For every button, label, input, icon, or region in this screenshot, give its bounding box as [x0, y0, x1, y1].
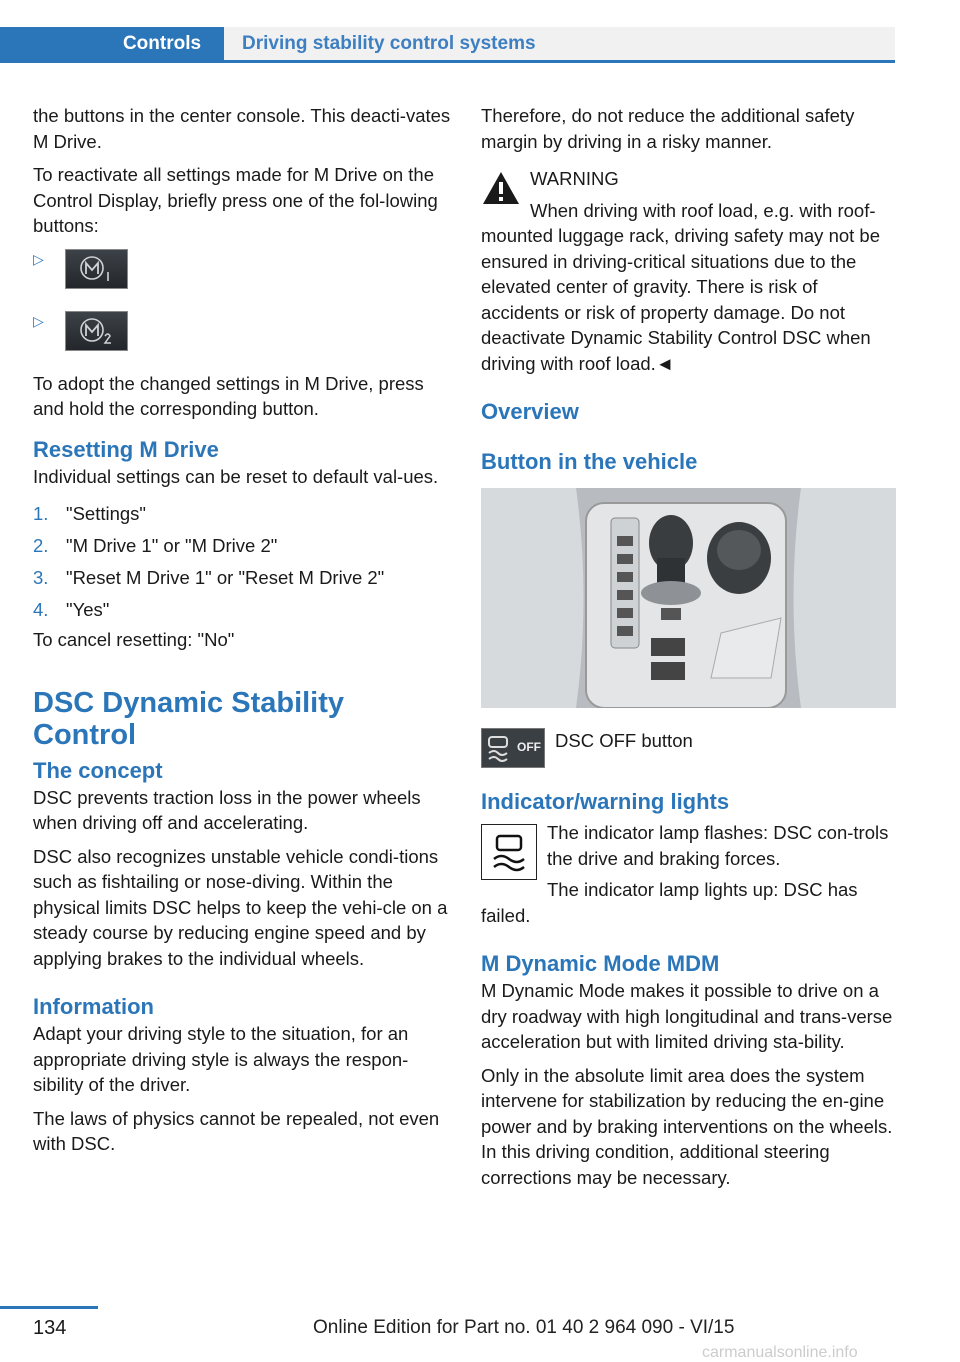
page-header [0, 27, 895, 60]
dsc-off-icon-text: OFF [517, 740, 541, 755]
paragraph: The indicator lamp lights up: DSC has failed. [481, 879, 858, 926]
heading-indicator: Indicator/warning lights [481, 789, 730, 814]
paragraph: DSC also recognizes unstable vehicle condi-tions such as fishtailing or nose-diving. Within the physical limits DSC helps to keep the vehi-cle on a steady course by reducing engine speed and by applying brakes to the individual wheels. [33, 845, 448, 969]
heading-button-in-vehicle: Button in the vehicle [481, 449, 698, 474]
paragraph: To cancel resetting: "No" [33, 629, 235, 650]
watermark: carmanualsonline.info [702, 1344, 858, 1361]
heading-resetting: Resetting M Drive [33, 436, 219, 462]
indicator-block [481, 820, 897, 928]
heading-information: Information [33, 994, 154, 1019]
steps-list [33, 501, 451, 627]
footer-rule [0, 1306, 98, 1309]
section-label: Controls [0, 27, 224, 60]
paragraph: The indicator lamp flashes: DSC con-trols the drive and braking forces. [547, 822, 889, 869]
heading-overview: Overview [481, 399, 579, 424]
heading-mdm: M Dynamic Mode MDM [481, 951, 720, 976]
heading-dsc: DSC Dynamic Stability Control [33, 686, 345, 751]
left-column [33, 103, 451, 1165]
list-item-m1 [33, 247, 451, 309]
m1-button-icon [65, 249, 128, 289]
right-column [481, 103, 897, 1198]
list-item: 4. "Yes" [33, 599, 110, 620]
m2-button-icon [65, 311, 128, 351]
paragraph: DSC prevents traction loss in the power wheels when driving off and accelerating. [33, 786, 421, 833]
dsc-indicator-lamp-icon [481, 824, 537, 880]
warning-block [481, 166, 897, 376]
paragraph: To adopt the changed settings in M Drive, press and hold the corresponding button. [33, 372, 424, 419]
warning-label: WARNING [530, 168, 619, 189]
subsection-label: Driving stability control systems [224, 27, 895, 60]
header-rule [0, 60, 895, 63]
warning-triangle-icon [481, 170, 521, 213]
paragraph: Therefore, do not reduce the additional safety margin by driving in a risky manner. [481, 105, 855, 152]
dsc-off-icon [481, 728, 545, 768]
paragraph: M Dynamic Mode makes it possible to drive on a dry roadway with high longitudinal and trans-verse acceleration but with limited driving sta-bility. [481, 980, 893, 1052]
triangle-bullet-icon: ▷ [33, 250, 44, 267]
page-number: 134 [33, 1317, 67, 1339]
list-item: 3. "Reset M Drive 1" or "Reset M Drive 2" [33, 567, 385, 588]
list-item-m2 [33, 309, 451, 371]
list-item: 1. "Settings" [33, 503, 146, 524]
heading-concept: The concept [33, 757, 163, 783]
paragraph: To reactivate all settings made for M Drive on the Control Display, briefly press one of the fol-lowing buttons: [33, 164, 438, 236]
warning-text: When driving with roof load, e.g. with roof-mounted luggage rack, driving safety may not be ensured in driving-critical situations due to the elevated center of gravity. There is risk of accidents or risk of property damage. Do not deactivate Dynamic Stability Control DSC when driving with roof load.◄ [481, 199, 881, 374]
center-console-photo [481, 488, 896, 708]
online-edition: Online Edition for Part no. 01 40 2 964 090 - VI/15 [313, 1317, 735, 1338]
paragraph: Adapt your driving style to the situation, for an appropriate driving style is always the respon-sibility of the driver. [33, 1023, 409, 1095]
paragraph: Individual settings can be reset to default val-ues. [33, 465, 439, 487]
list-item: 2. "M Drive 1" or "M Drive 2" [33, 535, 278, 556]
triangle-bullet-icon: ▷ [33, 312, 44, 329]
dsc-off-caption: DSC OFF button [555, 730, 693, 751]
paragraph: Only in the absolute limit area does the system intervene for stabilization by reducing the en-gine power and by braking interventions on the wheels. In this driving condition, additional steering corrections may be necessary. [481, 1064, 893, 1188]
paragraph: the buttons in the center console. This deacti-vates M Drive. [33, 105, 451, 152]
paragraph: The laws of physics cannot be repealed, not even with DSC. [33, 1107, 440, 1154]
dsc-off-row [481, 728, 897, 768]
